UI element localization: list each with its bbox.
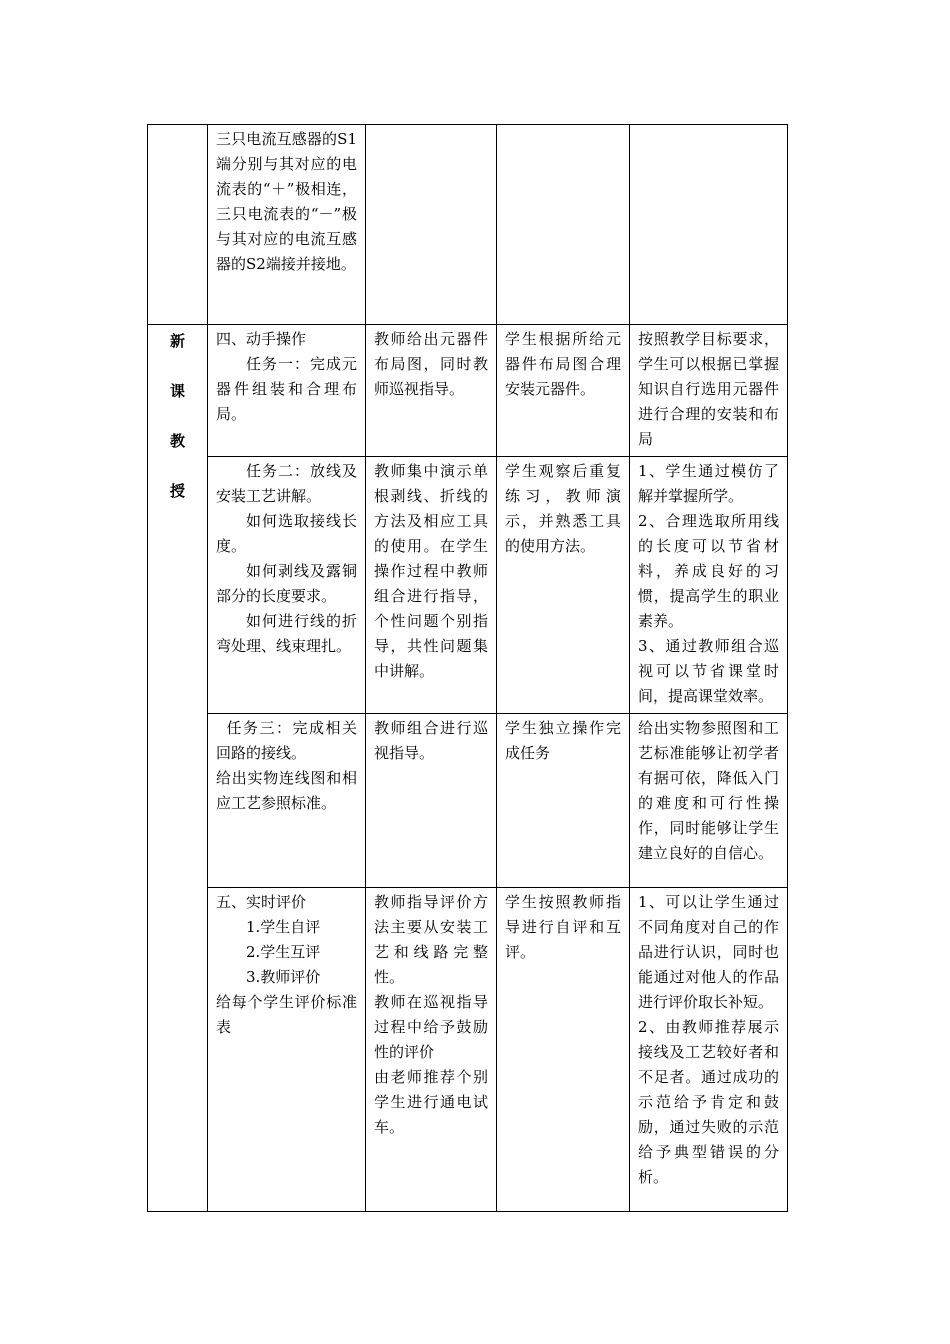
intent-text: 3、通过教师组合巡视可以节省课堂时间，提高课堂效率。	[638, 637, 779, 705]
content-cell	[208, 714, 366, 888]
student-cell	[497, 325, 630, 457]
section-label	[148, 329, 207, 529]
teacher-cell	[366, 125, 497, 325]
content-text: 任务一：完成元器件组装和合理布局。	[216, 355, 357, 423]
section-char: 教	[169, 432, 185, 450]
teacher-cell	[366, 325, 497, 457]
student-text: 学生根据所给元器件布局图合理安装元器件。	[505, 330, 621, 398]
content-cell	[208, 457, 366, 714]
teacher-text: 教师集中演示单根剥线、折线的方法及相应工具的使用。在学生操作过程中教师组合进行指导，个性问题个别指导，共性问题集中讲解。	[374, 462, 488, 680]
teacher-text: 教师给出元器件布局图，同时教师巡视指导。	[374, 330, 488, 398]
intent-text: 2、合理选取所用线的长度可以节省材料，养成良好的习惯，提高学生的职业素养。	[638, 512, 779, 630]
teacher-cell	[366, 888, 497, 1212]
intent-text: 按照教学目标要求，学生可以根据已掌握知识自行选用元器件进行合理的安装和布局	[638, 330, 779, 448]
student-text: 学生按照教师指导进行自评和互评。	[505, 893, 621, 961]
intent-text: 给出实物参照图和工艺标准能够让初学者有据可依，降低入门的难度和可行性操作，同时能够让学生建立良好的自信心。	[638, 719, 779, 862]
student-cell	[497, 714, 630, 888]
teacher-text: 教师组合进行巡视指导。	[374, 719, 488, 762]
content-cell	[208, 888, 366, 1212]
student-cell	[497, 125, 630, 325]
table-row	[148, 457, 788, 714]
content-text: 给出实物连线图和相应工艺参照标准。	[216, 769, 357, 812]
content-heading: 五、实时评价	[216, 893, 307, 911]
intent-cell	[630, 125, 788, 325]
content-text: 给每个学生评价标准表	[216, 993, 357, 1036]
teacher-cell	[366, 457, 497, 714]
content-text: 任务三：完成相关回路的接线。	[216, 719, 357, 762]
content-text: 1.学生自评	[246, 918, 321, 936]
content-text: 如何进行线的折弯处理、线束理扎。	[216, 612, 357, 655]
intent-cell	[630, 888, 788, 1212]
student-cell	[497, 457, 630, 714]
intent-cell	[630, 714, 788, 888]
content-text: 如何选取接线长度。	[216, 512, 357, 555]
content-text: 3.教师评价	[246, 968, 321, 986]
content-text: 任务二：放线及安装工艺讲解。	[216, 462, 357, 505]
intent-cell	[630, 325, 788, 457]
teacher-text: 由老师推荐个别学生进行通电试车。	[374, 1068, 488, 1136]
section-char: 课	[169, 382, 185, 400]
table-row	[148, 325, 788, 457]
content-cell	[208, 325, 366, 457]
content-text: 如何剥线及露铜部分的长度要求。	[216, 562, 357, 605]
content-heading: 四、动手操作	[216, 330, 307, 348]
content-text: 2.学生互评	[246, 943, 321, 961]
table-row	[148, 125, 788, 325]
student-text: 学生观察后重复练习，教师演示，并熟悉工具的使用方法。	[505, 462, 621, 555]
teacher-cell	[366, 714, 497, 888]
teacher-text: 教师指导评价方法主要从安装工艺和线路完整性。	[374, 893, 488, 986]
student-cell	[497, 888, 630, 1212]
content-cell	[208, 125, 366, 325]
student-text: 学生独立操作完成任务	[505, 719, 621, 762]
table-row	[148, 888, 788, 1212]
section-label-cell	[148, 325, 208, 1212]
table-row	[148, 714, 788, 888]
section-char: 新	[169, 332, 185, 350]
intent-text: 1、可以让学生通过不同角度对自己的作品进行认识，同时也能通过对他人的作品进行评价取长补短。	[638, 893, 779, 1011]
intent-text: 2、由教师推荐展示接线及工艺较好者和不足者。通过成功的示范给予肯定和鼓励，通过失败的示范给予典型错误的分析。	[638, 1018, 779, 1186]
intent-text: 1、学生通过模仿了解并掌握所学。	[638, 462, 779, 505]
lesson-plan-table	[147, 124, 788, 1212]
teacher-text: 教师在巡视指导过程中给予鼓励性的评价	[374, 993, 488, 1061]
section-cell-blank	[148, 125, 208, 325]
content-text: 三只电流互感器的S1端分别与其对应的电流表的“＋”极相连，三只电流表的“－”极与其对应的电流互感器的S2端接并接地。	[216, 130, 357, 273]
section-char: 授	[169, 482, 185, 500]
intent-cell	[630, 457, 788, 714]
